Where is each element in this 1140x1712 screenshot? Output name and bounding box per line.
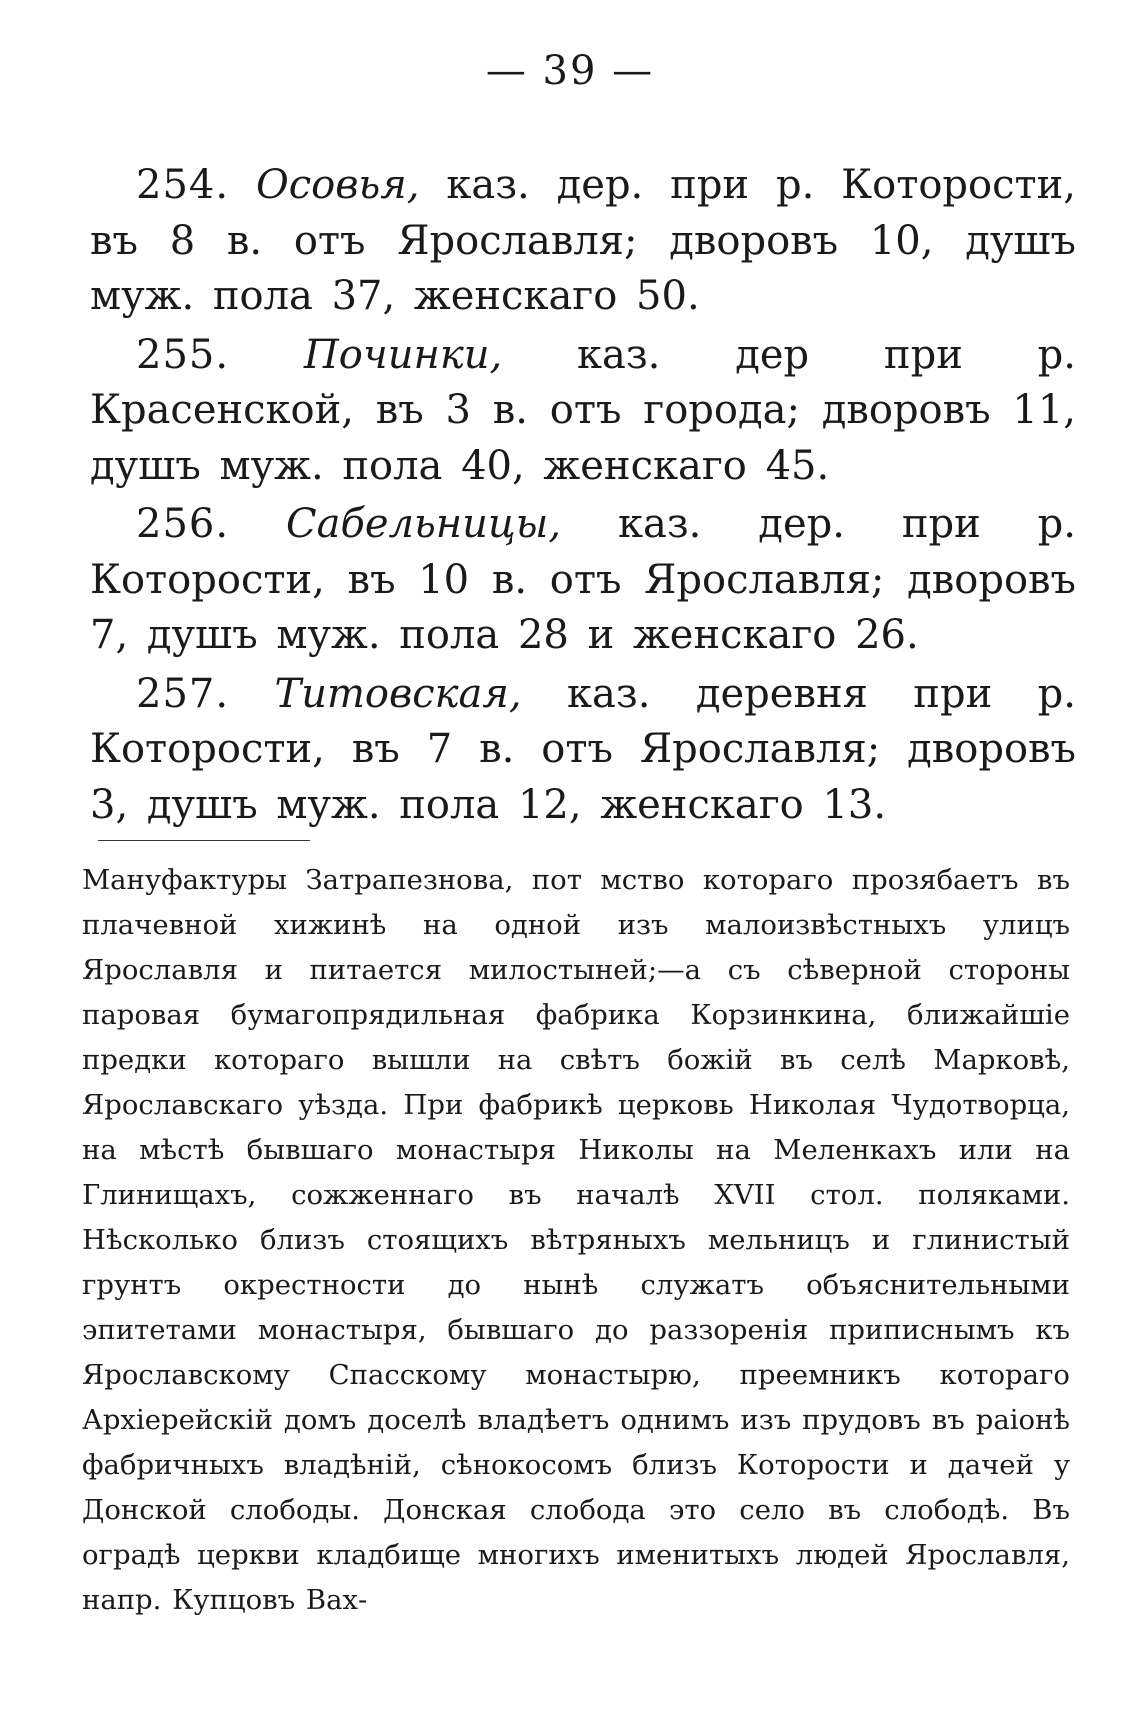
entry-place-name: Починки,	[303, 331, 503, 378]
entry-place-name: Сабельницы,	[285, 501, 562, 547]
entry-254	[90, 158, 1076, 325]
footnote-text: Мануфактуры Затрапезнова, пот мство котораго прозябаетъ въ плачевной хижинѣ на одной изъ малоизвѣстныхъ улицъ Ярославля и питается милостыней;—а съ сѣверной стороны паровая бумагопрядильная фабрика Корзинкина, ближайшіе предки котораго вышли на свѣтъ божій въ селѣ Марковѣ, Ярославскаго уѣзда. При фабрикѣ церковь Николая Чудотворца, на мѣстѣ бывшаго монастыря Николы на Меленкахъ или на Глинищахъ, сожженнаго въ началѣ XVII стол. поляками. Нѣсколько близъ стоящихъ вѣтряныхъ мельницъ и глинистый грунтъ окрестности до нынѣ служатъ объяснительными эпитетами монастыря, бывшаго до раззоренія приписнымъ къ Ярославскому Спасскому монастырю, преемникъ котораго Архіерейскій домъ доселѣ владѣетъ однимъ изъ прудовъ въ раіонѣ фабричныхъ владѣній, сѣнокосомъ близъ Которости и дачей у Донской слободы. Донская слобода это село въ слободѣ. Въ оградѣ церкви кладбище многихъ именитыхъ людей Ярославля, напр. Купцовъ Вах-	[82, 864, 1070, 1616]
entry-text: каз. дер при р. Красенской, въ 3 в. отъ города; дворовъ 11, душъ муж. пола 40, женскаго 45.	[90, 331, 1076, 489]
entry-256	[90, 497, 1076, 664]
entry-place-name: Осовья,	[255, 162, 420, 208]
entries-list	[90, 158, 1076, 836]
entry-number: 255.	[136, 331, 230, 378]
entry-text: каз. дер. при р. Которости, въ 10 в. отъ Ярославля; дворовъ 7, душъ муж. пола 28 и женскаго 26.	[90, 501, 1077, 658]
entry-number: 256.	[136, 501, 230, 547]
entry-255	[90, 328, 1076, 495]
entry-number: 257.	[136, 670, 230, 717]
entry-number: 254.	[136, 162, 230, 208]
entry-257	[90, 667, 1076, 834]
footnote-divider	[98, 840, 310, 841]
page-number: — 39 —	[485, 48, 655, 94]
entry-place-name: Титовская,	[274, 670, 522, 717]
entry-text: каз. дер. при р. Которости, въ 8 в. отъ Ярославля; дворовъ 10, душъ муж. пола 37, женскаго 50.	[90, 162, 1077, 319]
entry-text: каз. деревня при р. Которости, въ 7 в. отъ Ярославля; дворовъ 3, душъ муж. пола 12, женскаго 13.	[90, 670, 1077, 828]
